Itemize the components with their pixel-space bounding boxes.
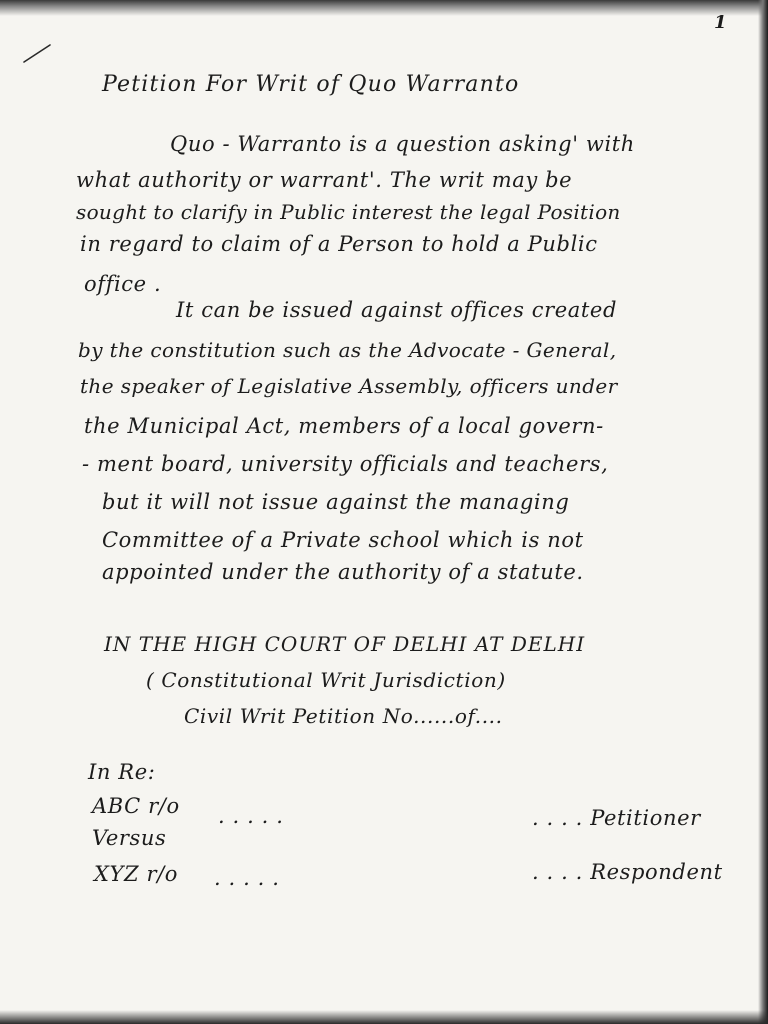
scan-top-edge — [0, 0, 768, 16]
respondent-name: XYZ r/o — [94, 862, 179, 886]
para1-line-3: sought to clarify in Public interest the legal Position — [76, 200, 621, 224]
respondent-role: . . . . Respondent — [532, 860, 723, 884]
para2-line-6: but it will not issue against the managing — [102, 490, 570, 514]
respondent-dots: . . . . . — [214, 866, 280, 890]
para1-line-5: office . — [84, 272, 162, 296]
page-number: 1 — [714, 12, 727, 33]
para1-line-4: in regard to claim of a Person to hold a Public — [80, 232, 598, 256]
para2-line-3: the speaker of Legislative Assembly, officers under — [80, 374, 618, 398]
scan-right-edge — [758, 0, 768, 1024]
pen-mark-icon — [22, 42, 54, 64]
petitioner-role: . . . . Petitioner — [532, 806, 701, 830]
para1-line-2: what authority or warrant'. The writ may be — [76, 168, 573, 192]
para2-line-5: - ment board, university officials and teachers, — [82, 452, 609, 476]
petitioner-dots: . . . . . — [218, 804, 284, 828]
court-jurisdiction: ( Constitutional Writ Jurisdiction) — [146, 668, 506, 692]
para2-line-8: appointed under the authority of a statute. — [102, 560, 584, 584]
para1-line-1: Quo - Warranto is a question asking' with — [170, 132, 635, 156]
versus-label: Versus — [92, 826, 167, 850]
court-name: IN THE HIGH COURT OF DELHI AT DELHI — [104, 632, 586, 656]
para2-line-4: the Municipal Act, members of a local govern- — [84, 414, 604, 438]
petitioner-name: ABC r/o — [92, 794, 180, 818]
scan-bottom-edge — [0, 1010, 768, 1024]
para2-line-2: by the constitution such as the Advocate - General, — [78, 338, 617, 362]
para2-line-1: It can be issued against offices created — [176, 298, 617, 322]
petition-number: Civil Writ Petition No......of.... — [184, 704, 503, 728]
in-re-label: In Re: — [88, 760, 156, 784]
page-title: Petition For Writ of Quo Warranto — [102, 72, 520, 97]
para2-line-7: Committee of a Private school which is not — [102, 528, 584, 552]
